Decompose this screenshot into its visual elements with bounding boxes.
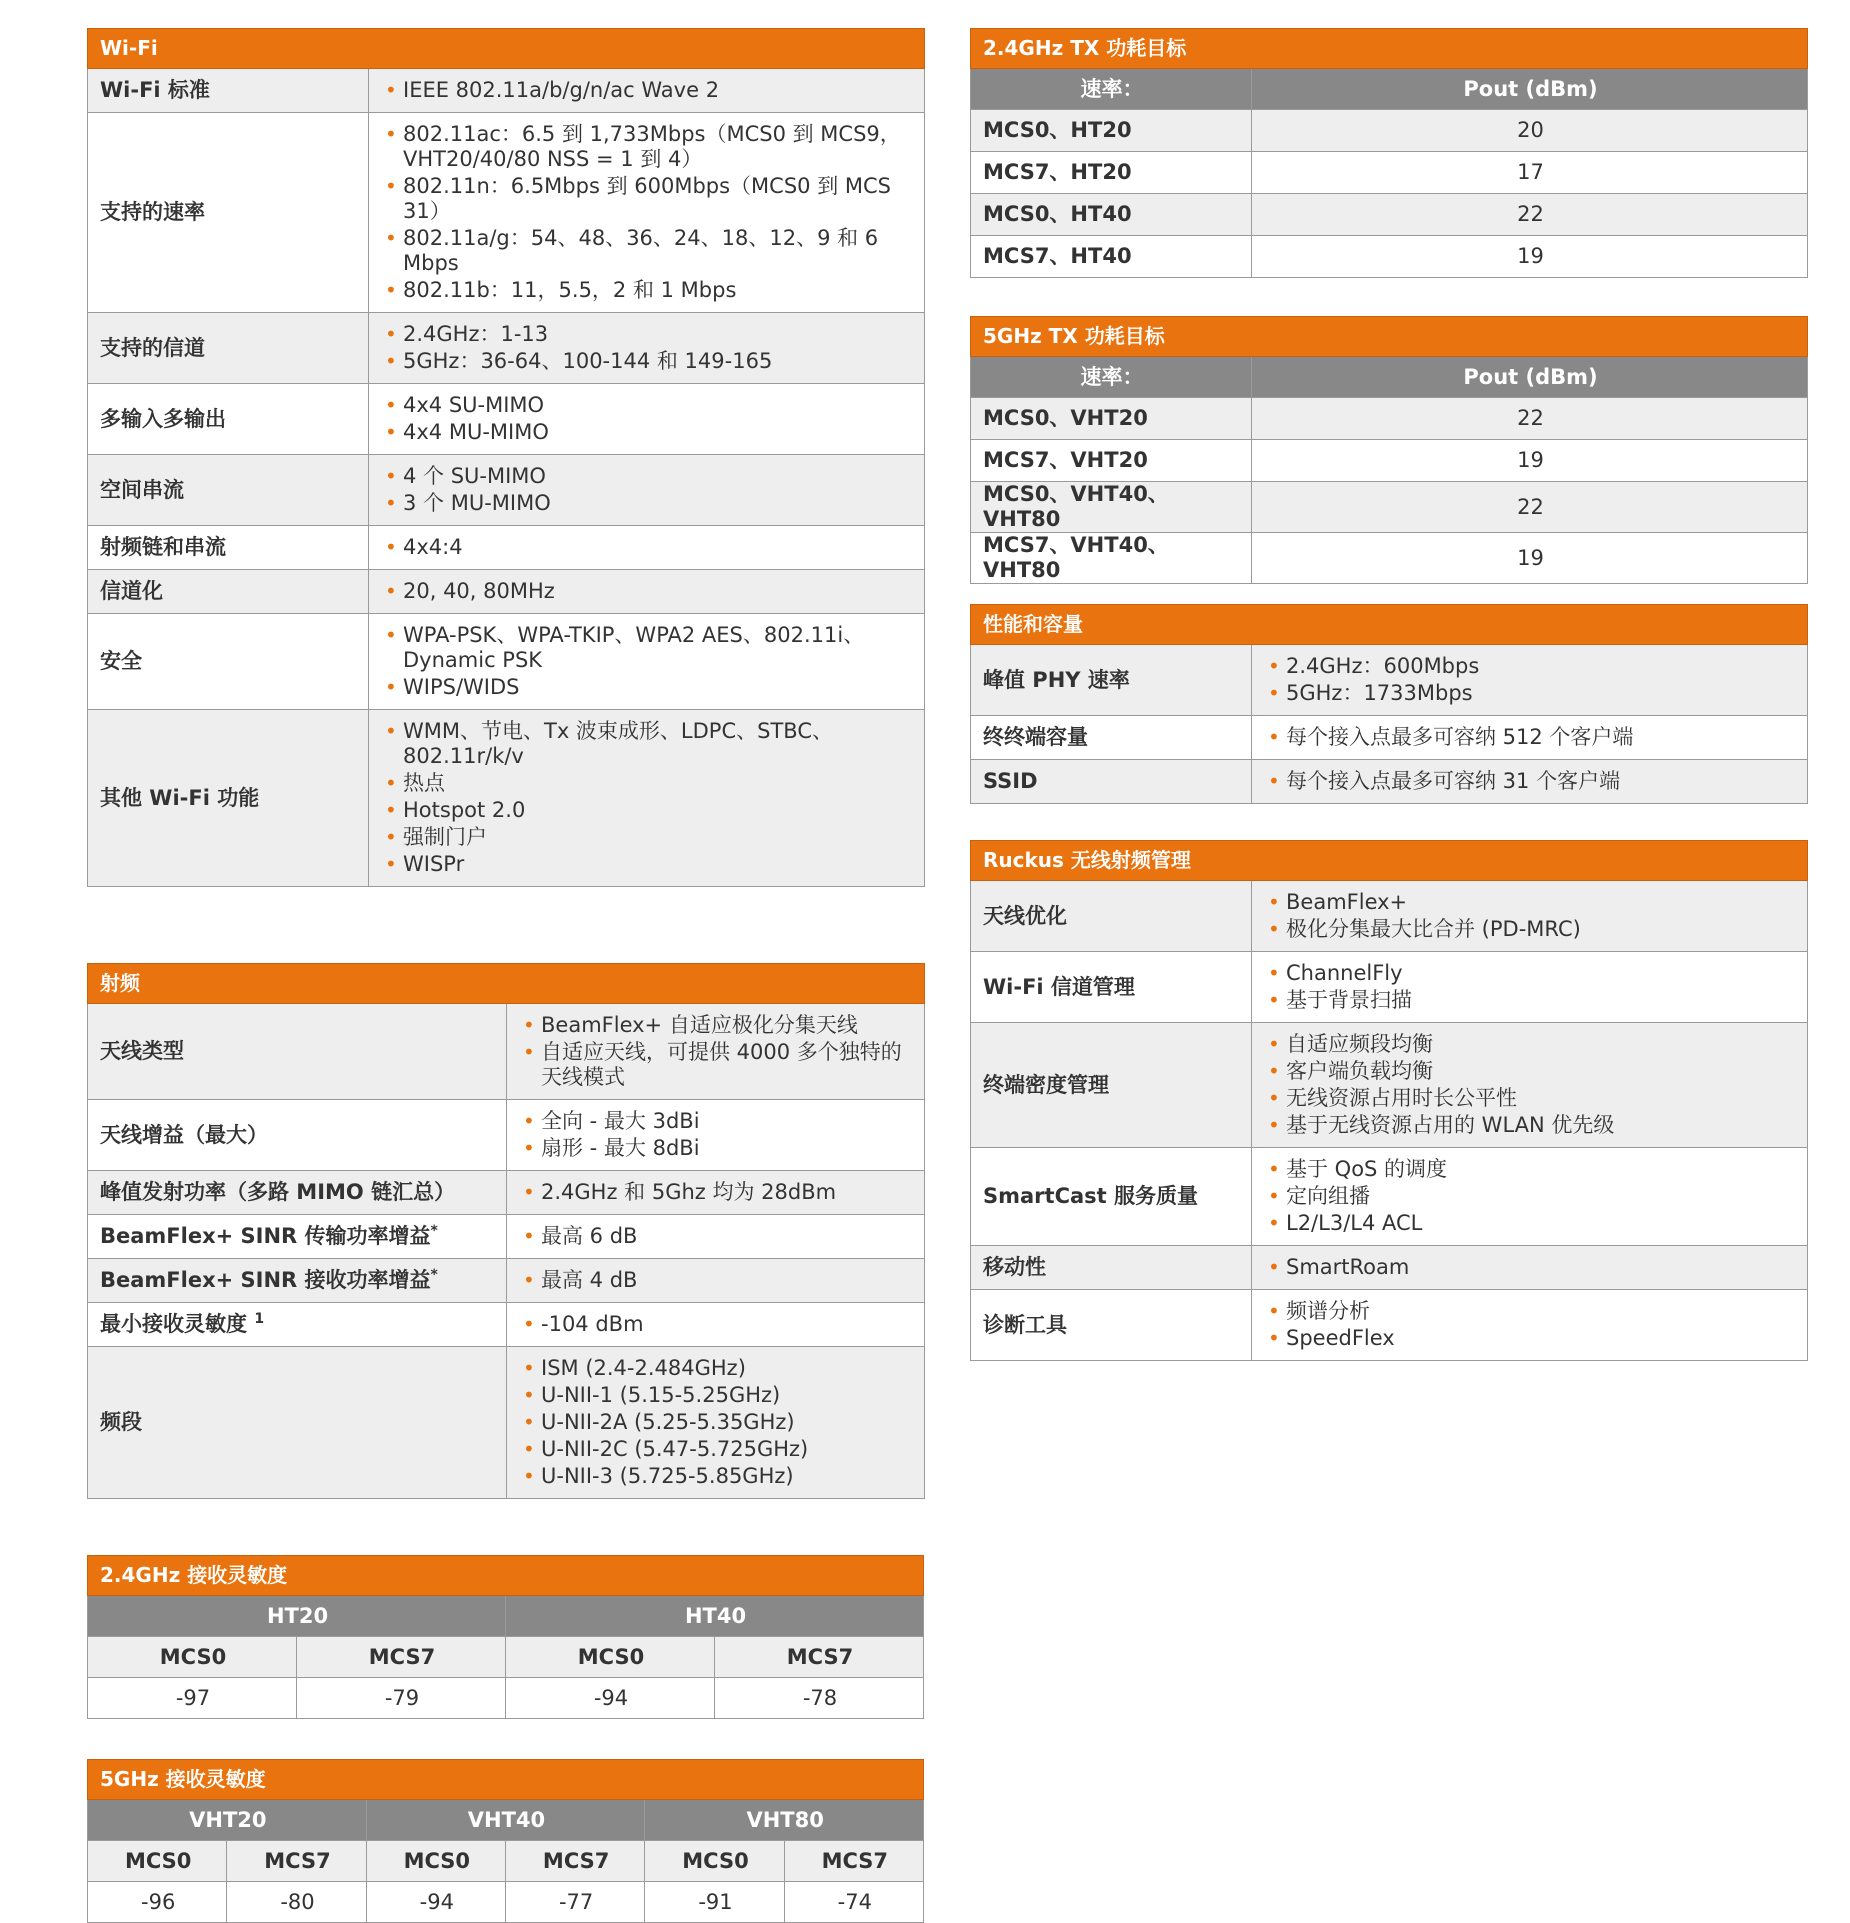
radio-table bbox=[87, 963, 925, 1499]
table-cell: 22 bbox=[1252, 482, 1808, 533]
list-item: • 热点 bbox=[381, 771, 914, 796]
table-row bbox=[971, 952, 1808, 1023]
list-item: • 2.4GHz：1-13 bbox=[381, 322, 914, 347]
list-item: • 5GHz：1733Mbps bbox=[1264, 681, 1797, 706]
table-cell: -78 bbox=[715, 1678, 924, 1719]
footnote-mark: 1 bbox=[254, 1311, 265, 1327]
list-item: • BeamFlex+ 自适应极化分集天线 bbox=[519, 1013, 914, 1038]
table-row bbox=[971, 1290, 1808, 1361]
list-item: • U-NII-1 (5.15-5.25GHz) bbox=[519, 1383, 914, 1408]
table-row bbox=[971, 152, 1808, 194]
table-row bbox=[88, 526, 925, 570]
table-row bbox=[971, 645, 1808, 716]
rx24-title: 2.4GHz 接收灵敏度 bbox=[88, 1556, 924, 1596]
list-item: • 强制门户 bbox=[381, 825, 914, 850]
row-label: 安全 bbox=[88, 614, 369, 710]
table-row bbox=[971, 760, 1808, 804]
list-item: • 2.4GHz：600Mbps bbox=[1264, 654, 1797, 679]
table-row bbox=[971, 1246, 1808, 1290]
list-item: • 无线资源占用时长公平性 bbox=[1264, 1086, 1797, 1111]
table-cell: -74 bbox=[784, 1882, 923, 1923]
table-row bbox=[88, 570, 925, 614]
column-header: MCS0 bbox=[88, 1841, 227, 1882]
row-label: Wi-Fi 标准 bbox=[88, 69, 369, 113]
row-label: MCS0、HT20 bbox=[971, 110, 1252, 152]
table-cell: 19 bbox=[1252, 236, 1808, 278]
table-row bbox=[971, 236, 1808, 278]
list-item: • 极化分集最大比合并 (PD-MRC) bbox=[1264, 917, 1797, 942]
list-item: • 客户端负载均衡 bbox=[1264, 1059, 1797, 1084]
list-item: • 802.11a/g：54、48、36、24、18、12、9 和 6 Mbps bbox=[381, 226, 914, 276]
list-item: • 2.4GHz 和 5Ghz 均为 28dBm bbox=[519, 1180, 914, 1205]
table-row bbox=[88, 69, 925, 113]
group-header: VHT80 bbox=[645, 1800, 924, 1841]
column-header: MCS0 bbox=[645, 1841, 784, 1882]
table-row bbox=[88, 614, 925, 710]
list-item: • WPA-PSK、WPA-TKIP、WPA2 AES、802.11i、Dynamic PSK bbox=[381, 623, 914, 673]
list-item: • 定向组播 bbox=[1264, 1184, 1797, 1209]
table-row bbox=[88, 710, 925, 887]
radio-title: 射频 bbox=[88, 964, 925, 1004]
row-label: 射频链和串流 bbox=[88, 526, 369, 570]
rx5-table bbox=[87, 1759, 924, 1923]
table-cell: 17 bbox=[1252, 152, 1808, 194]
column-header: MCS7 bbox=[784, 1841, 923, 1882]
table-row bbox=[971, 110, 1808, 152]
list-item: • 4x4 SU-MIMO bbox=[381, 393, 914, 418]
list-item: • 4x4:4 bbox=[381, 535, 914, 560]
row-label: 其他 Wi-Fi 功能 bbox=[88, 710, 369, 887]
list-item: • 4x4 MU-MIMO bbox=[381, 420, 914, 445]
row-label: MCS7、VHT20 bbox=[971, 440, 1252, 482]
table-row bbox=[971, 716, 1808, 760]
row-label: 移动性 bbox=[971, 1246, 1252, 1290]
list-item: • SmartRoam bbox=[1264, 1255, 1797, 1280]
list-item: • 最高 4 dB bbox=[519, 1268, 914, 1293]
table-cell: -91 bbox=[645, 1882, 784, 1923]
row-label: BeamFlex+ SINR 接收功率增益 bbox=[100, 1268, 431, 1292]
column-header: MCS7 bbox=[227, 1841, 366, 1882]
list-item: • 扇形 - 最大 8dBi bbox=[519, 1136, 914, 1161]
list-item: • 每个接入点最多可容纳 512 个客户端 bbox=[1264, 725, 1797, 750]
row-label: SmartCast 服务质量 bbox=[971, 1148, 1252, 1246]
row-label: MCS0、VHT20 bbox=[971, 398, 1252, 440]
row-label: SSID bbox=[971, 760, 1252, 804]
wifi-table bbox=[87, 28, 925, 887]
table-row bbox=[971, 194, 1808, 236]
group-header: HT20 bbox=[88, 1596, 506, 1637]
list-item: • U-NII-2A (5.25-5.35GHz) bbox=[519, 1410, 914, 1435]
row-label: 最小接收灵敏度 bbox=[100, 1312, 247, 1336]
perf-title: 性能和容量 bbox=[971, 605, 1808, 645]
footnote-mark: * bbox=[430, 1223, 438, 1239]
column-header: 速率： bbox=[971, 69, 1252, 110]
row-label: Wi-Fi 信道管理 bbox=[971, 952, 1252, 1023]
table-cell: -94 bbox=[366, 1882, 505, 1923]
row-label: 信道化 bbox=[88, 570, 369, 614]
row-label: 峰值 PHY 速率 bbox=[971, 645, 1252, 716]
table-row bbox=[971, 398, 1808, 440]
list-item: • ChannelFly bbox=[1264, 961, 1797, 986]
column-header: MCS7 bbox=[297, 1637, 506, 1678]
table-row bbox=[971, 881, 1808, 952]
row-label: 多输入多输出 bbox=[88, 384, 369, 455]
row-label: MCS0、VHT40、VHT80 bbox=[971, 482, 1252, 533]
column-header: MCS7 bbox=[715, 1637, 924, 1678]
list-item: • L2/L3/L4 ACL bbox=[1264, 1211, 1797, 1236]
table-cell: -97 bbox=[88, 1678, 297, 1719]
table-row bbox=[971, 533, 1808, 584]
column-header: 速率： bbox=[971, 357, 1252, 398]
list-item: • 全向 - 最大 3dBi bbox=[519, 1109, 914, 1134]
row-label: MCS7、HT40 bbox=[971, 236, 1252, 278]
list-item: • 20, 40, 80MHz bbox=[381, 579, 914, 604]
tx24-table bbox=[970, 28, 1808, 278]
row-label: MCS0、HT40 bbox=[971, 194, 1252, 236]
row-label: 峰值发射功率（多路 MIMO 链汇总） bbox=[88, 1171, 507, 1215]
table-cell: 20 bbox=[1252, 110, 1808, 152]
table-cell: -80 bbox=[227, 1882, 366, 1923]
table-row bbox=[971, 1023, 1808, 1148]
table-cell: -77 bbox=[505, 1882, 644, 1923]
table-cell: -94 bbox=[506, 1678, 715, 1719]
column-header: Pout (dBm) bbox=[1252, 357, 1808, 398]
rx5-title: 5GHz 接收灵敏度 bbox=[88, 1760, 924, 1800]
row-label: 天线优化 bbox=[971, 881, 1252, 952]
list-item: • 5GHz：36-64、100-144 和 149-165 bbox=[381, 349, 914, 374]
table-row bbox=[88, 384, 925, 455]
table-cell: -96 bbox=[88, 1882, 227, 1923]
table-row bbox=[88, 113, 925, 313]
list-item: • 最高 6 dB bbox=[519, 1224, 914, 1249]
row-label: 天线类型 bbox=[88, 1004, 507, 1100]
list-item: • 自适应频段均衡 bbox=[1264, 1032, 1797, 1057]
column-header: MCS0 bbox=[506, 1637, 715, 1678]
list-item: • 4 个 SU-MIMO bbox=[381, 464, 914, 489]
list-item: • 802.11b：11，5.5，2 和 1 Mbps bbox=[381, 278, 914, 303]
table-row bbox=[88, 313, 925, 384]
list-item: • 基于背景扫描 bbox=[1264, 988, 1797, 1013]
list-item: • SpeedFlex bbox=[1264, 1326, 1797, 1351]
group-header: HT40 bbox=[506, 1596, 924, 1637]
table-row bbox=[971, 1148, 1808, 1246]
list-item: • 3 个 MU-MIMO bbox=[381, 491, 914, 516]
list-item: • 802.11n：6.5Mbps 到 600Mbps（MCS0 到 MCS 31） bbox=[381, 174, 914, 224]
list-item: • 802.11ac：6.5 到 1,733Mbps（MCS0 到 MCS9，VHT20/40/80 NSS = 1 到 4） bbox=[381, 122, 914, 172]
list-item: • 自适应天线，可提供 4000 多个独特的天线模式 bbox=[519, 1040, 914, 1090]
row-label: 支持的速率 bbox=[88, 113, 369, 313]
table-cell: 22 bbox=[1252, 398, 1808, 440]
table-row bbox=[88, 1100, 925, 1171]
list-item: • BeamFlex+ bbox=[1264, 890, 1797, 915]
list-item: • WMM、节电、Tx 波束成形、LDPC、STBC、802.11r/k/v bbox=[381, 719, 914, 769]
rx24-table bbox=[87, 1555, 924, 1719]
list-item: • 每个接入点最多可容纳 31 个客户端 bbox=[1264, 769, 1797, 794]
tx5-table bbox=[970, 316, 1808, 584]
table-row bbox=[971, 482, 1808, 533]
table-row bbox=[88, 1215, 925, 1259]
column-header: Pout (dBm) bbox=[1252, 69, 1808, 110]
row-label: 天线增益（最大） bbox=[88, 1100, 507, 1171]
column-header: MCS7 bbox=[505, 1841, 644, 1882]
tx5-title: 5GHz TX 功耗目标 bbox=[971, 317, 1808, 357]
table-cell: 22 bbox=[1252, 194, 1808, 236]
list-item: • IEEE 802.11a/b/g/n/ac Wave 2 bbox=[381, 78, 914, 103]
table-cell: 19 bbox=[1252, 440, 1808, 482]
list-item: • 基于 QoS 的调度 bbox=[1264, 1157, 1797, 1182]
list-item: • -104 dBm bbox=[519, 1312, 914, 1337]
row-label: 频段 bbox=[88, 1347, 507, 1499]
table-row bbox=[88, 1004, 925, 1100]
table-row bbox=[971, 440, 1808, 482]
group-header: VHT20 bbox=[88, 1800, 367, 1841]
list-item: • ISM (2.4-2.484GHz) bbox=[519, 1356, 914, 1381]
list-item: • U-NII-3 (5.725-5.85GHz) bbox=[519, 1464, 914, 1489]
row-label: 诊断工具 bbox=[971, 1290, 1252, 1361]
table-row bbox=[88, 1259, 925, 1303]
table-cell: -79 bbox=[297, 1678, 506, 1719]
perf-table bbox=[970, 604, 1808, 804]
column-header: MCS0 bbox=[88, 1637, 297, 1678]
table-row bbox=[88, 1171, 925, 1215]
footnote-mark: * bbox=[430, 1267, 438, 1283]
list-item: • WIPS/WIDS bbox=[381, 675, 914, 700]
list-item: • U-NII-2C (5.47-5.725GHz) bbox=[519, 1437, 914, 1462]
list-item: • 基于无线资源占用的 WLAN 优先级 bbox=[1264, 1113, 1797, 1138]
row-label: MCS7、HT20 bbox=[971, 152, 1252, 194]
table-cell: 19 bbox=[1252, 533, 1808, 584]
table-row bbox=[88, 1347, 925, 1499]
tx24-title: 2.4GHz TX 功耗目标 bbox=[971, 29, 1808, 69]
table-row bbox=[88, 455, 925, 526]
list-item: • Hotspot 2.0 bbox=[381, 798, 914, 823]
row-label: 空间串流 bbox=[88, 455, 369, 526]
row-label: BeamFlex+ SINR 传输功率增益 bbox=[100, 1224, 431, 1248]
ruckus-title: Ruckus 无线射频管理 bbox=[971, 841, 1808, 881]
row-label: 支持的信道 bbox=[88, 313, 369, 384]
row-label: MCS7、VHT40、VHT80 bbox=[971, 533, 1252, 584]
list-item: • 频谱分析 bbox=[1264, 1299, 1797, 1324]
row-label: 终端密度管理 bbox=[971, 1023, 1252, 1148]
row-label: 终终端容量 bbox=[971, 716, 1252, 760]
wifi-title: Wi-Fi bbox=[88, 29, 925, 69]
group-header: VHT40 bbox=[366, 1800, 645, 1841]
list-item: • WISPr bbox=[381, 852, 914, 877]
table-row bbox=[88, 1303, 925, 1347]
column-header: MCS0 bbox=[366, 1841, 505, 1882]
ruckus-table bbox=[970, 840, 1808, 1361]
